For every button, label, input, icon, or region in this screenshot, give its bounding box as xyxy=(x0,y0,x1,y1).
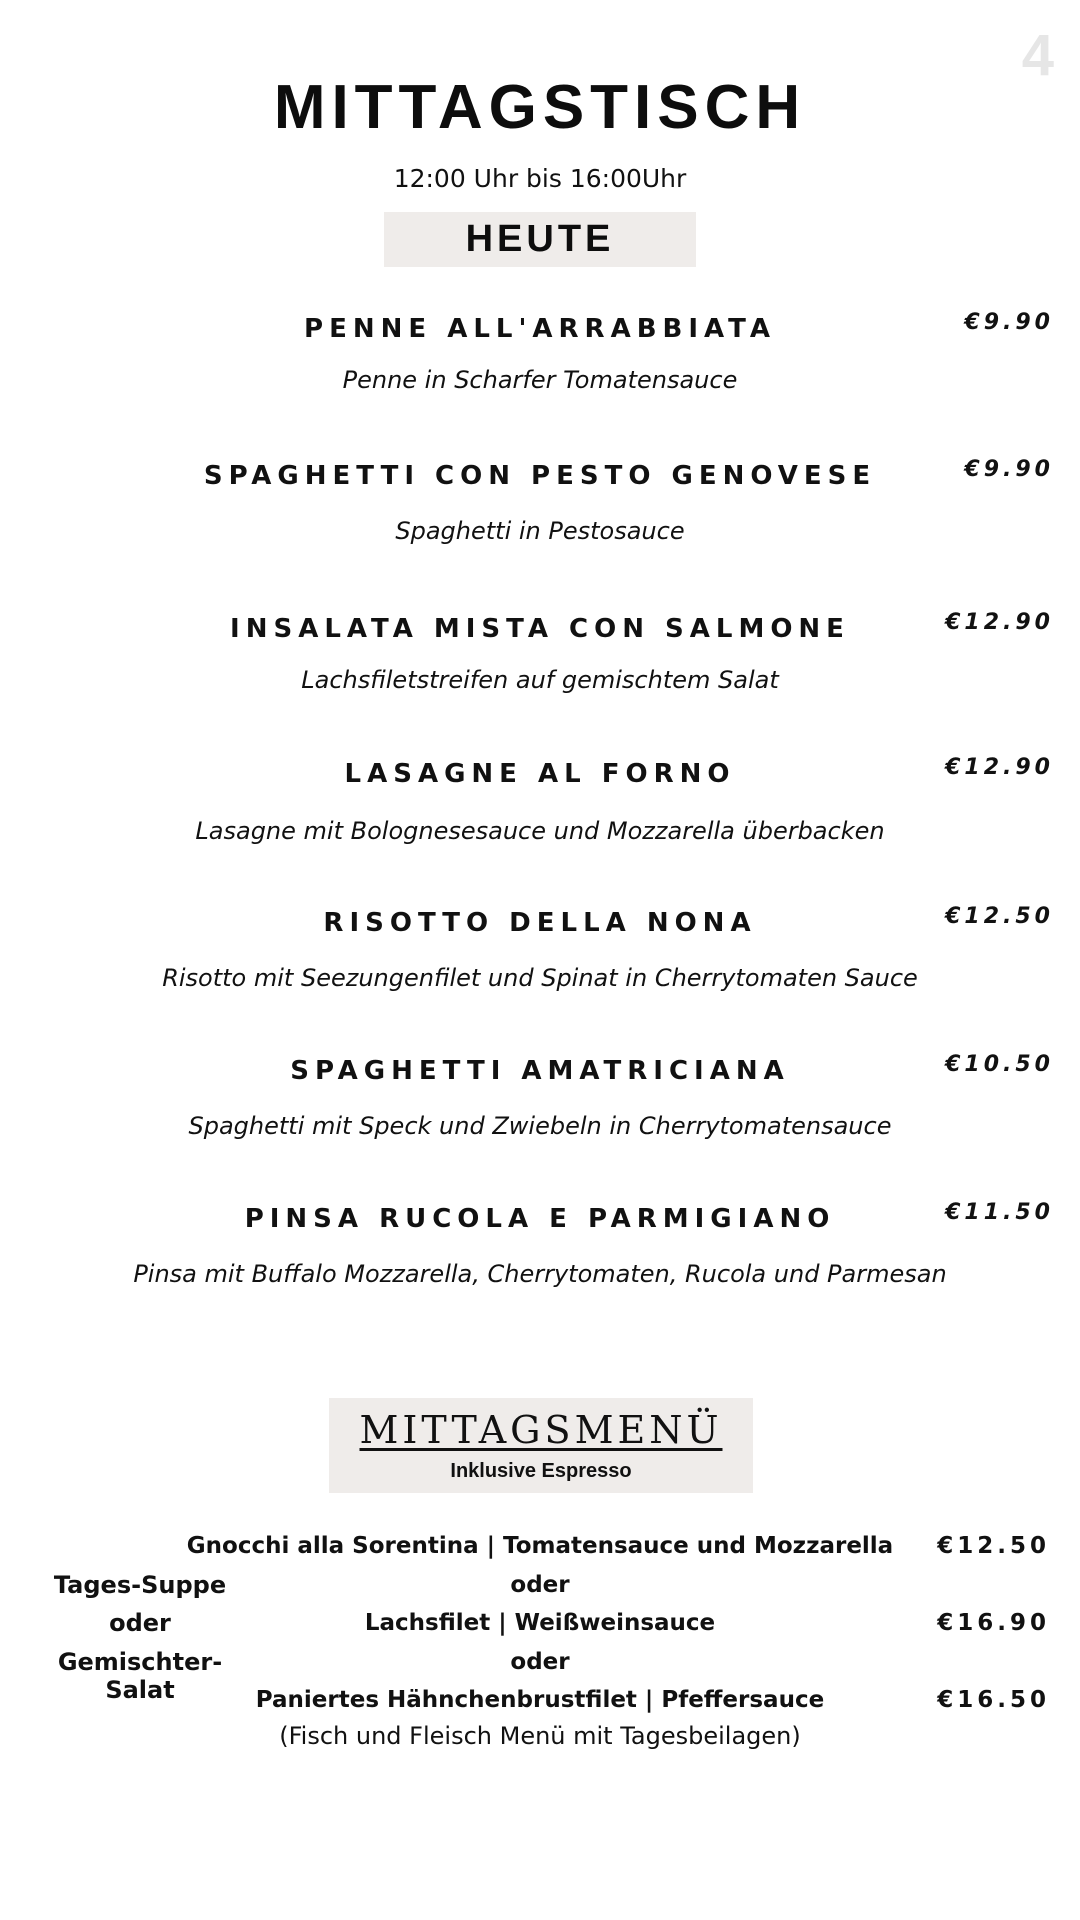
dish-price: €12.90 xyxy=(945,610,1054,635)
page-title: MITTAGSTISCH xyxy=(273,73,807,142)
main-course-price: €12.50 xyxy=(937,1533,1050,1559)
main-course-separator: oder xyxy=(510,1572,570,1598)
today-label: HEUTE xyxy=(465,218,615,260)
dish-name: RISOTTO DELLA NONA xyxy=(323,908,757,938)
main-course-separator: oder xyxy=(510,1649,570,1675)
dish-description: Spaghetti mit Speck und Zwiebeln in Cherrytomatensauce xyxy=(188,1112,892,1140)
page-number: 4 xyxy=(1021,23,1054,88)
dish-name: INSALATA MISTA CON SALMONE xyxy=(230,614,850,644)
main-course-price: €16.90 xyxy=(937,1610,1050,1636)
opening-hours: 12:00 Uhr bis 16:00Uhr xyxy=(393,164,687,193)
dish-price: €12.50 xyxy=(945,904,1054,929)
dish-price: €12.90 xyxy=(945,755,1054,780)
dish-description: Pinsa mit Buffalo Mozzarella, Cherrytomaten, Rucola und Parmesan xyxy=(133,1260,947,1288)
main-course-option: Paniertes Hähnchenbrustfilet | Pfeffersauce xyxy=(255,1687,825,1713)
main-course-price: €16.50 xyxy=(937,1687,1050,1713)
dish-description: Spaghetti in Pestosauce xyxy=(395,517,685,545)
dish-name: SPAGHETTI CON PESTO GENOVESE xyxy=(203,461,877,491)
dish-description: Lachsfiletstreifen auf gemischtem Salat xyxy=(301,666,779,694)
main-course-option: Gnocchi alla Sorentina | Tomatensauce und Mozzarella xyxy=(186,1533,894,1559)
starter-separator: oder xyxy=(109,1609,171,1637)
dish-description: Lasagne mit Bolognesesauce und Mozzarella überbacken xyxy=(195,817,885,845)
dish-description: Penne in Scharfer Tomatensauce xyxy=(342,366,738,394)
dish-price: €9.90 xyxy=(964,457,1054,482)
dish-description: Risotto mit Seezungenfilet und Spinat in Cherrytomaten Sauce xyxy=(162,964,918,992)
set-menu-badge xyxy=(329,1398,753,1493)
set-menu-note: (Fisch und Fleisch Menü mit Tagesbeilagen) xyxy=(279,1722,801,1750)
set-menu-subtitle: Inklusive Espresso xyxy=(450,1460,632,1482)
main-course-option: Lachsfilet | Weißweinsauce xyxy=(364,1610,716,1636)
dish-price: €9.90 xyxy=(964,310,1054,335)
set-menu-title: MITTAGSMENÜ xyxy=(359,1408,723,1452)
dish-name: PENNE ALL'ARRABBIATA xyxy=(304,314,776,344)
dish-price: €10.50 xyxy=(945,1052,1054,1077)
dish-price: €11.50 xyxy=(945,1200,1054,1225)
starter-option: Tages-Suppe xyxy=(53,1571,227,1599)
starter-option: Gemischter-Salat xyxy=(57,1648,223,1704)
dish-name: SPAGHETTI AMATRICIANA xyxy=(290,1056,790,1086)
dish-name: LASAGNE AL FORNO xyxy=(344,759,736,789)
today-badge xyxy=(384,212,696,267)
dish-name: PINSA RUCOLA E PARMIGIANO xyxy=(244,1204,836,1234)
